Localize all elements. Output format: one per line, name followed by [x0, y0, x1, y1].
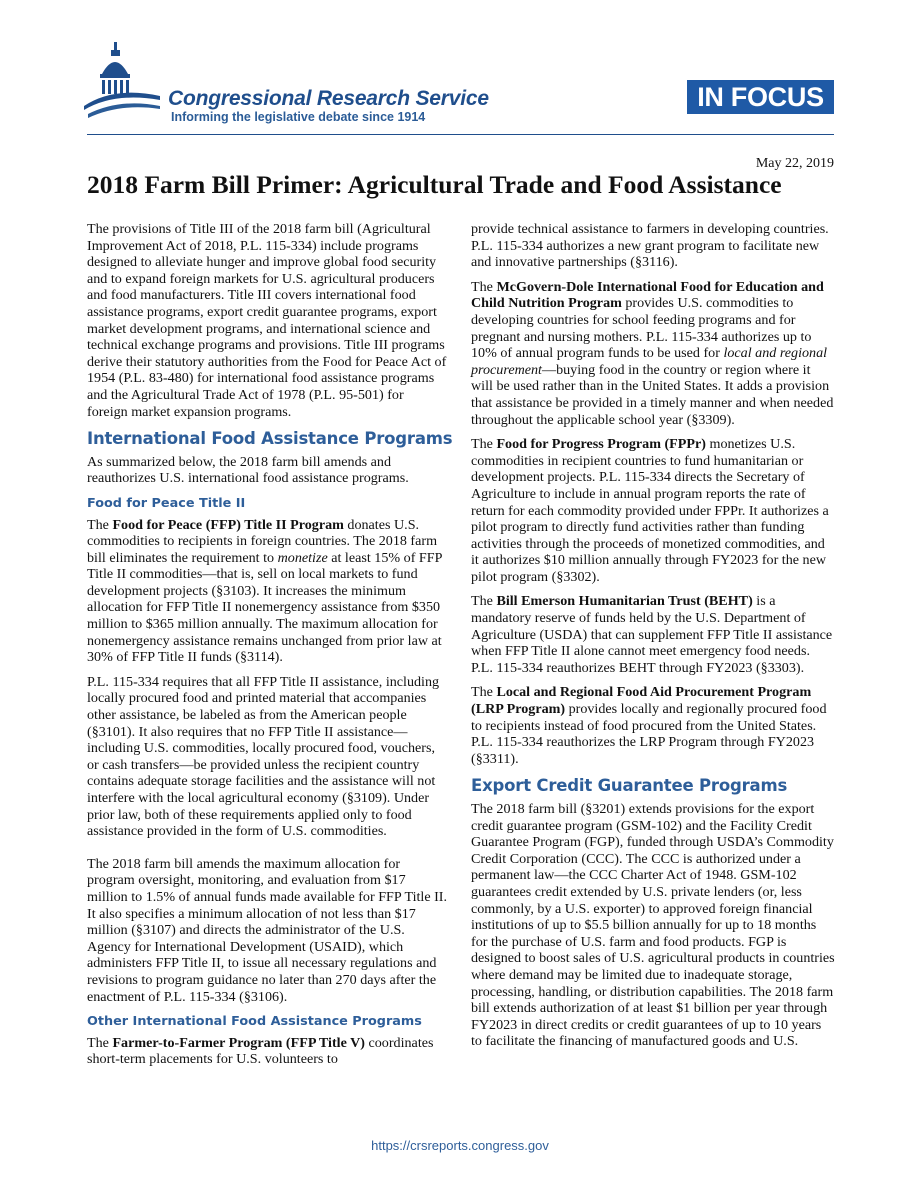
- subheading-food-for-peace: Food for Peace Title II: [87, 495, 246, 511]
- page-title: 2018 Farm Bill Primer: Agricultural Trade and Food Assistance: [87, 170, 782, 199]
- food-for-progress-paragraph: The Food for Progress Program (FPPr) monetizes U.S. commodities in recipient countries to fund humanitarian or development projects. P.L. 115-334 directs the Secretary of Agriculture to include in annual program reports the rate of return for each commodity provided under FPPr. It authorizes a pilot program to directly fund activities rather than funding activities through the proceeds of monetized commodities, and it authorizes $10 million annually through FY2023 for the new pilot program (§3302).: [471, 436, 829, 585]
- ffp-paragraph-2: P.L. 115-334 requires that all FFP Title II assistance, including locally procured food and printed material that accompanies other assistance, be labeled as from the American people (§3101). It also requires that no FFP Title II assistance—including U.S. commodities, locally procured food, vouchers, or cash transfers—be provided unless the recipient country contains adequate storage facilities and the assistance will not interfere with the local agricultural economy (§3109). Under prior law, both of these requirements applied only to food assistance provided in the form of U.S. commodities.: [87, 673, 440, 840]
- subheading-other-programs: Other International Food Assistance Programs: [87, 1014, 422, 1030]
- export-credit-paragraph: The 2018 farm bill (§3201) extends provisions for the export credit guarantee program (GSM-102) and the Facility Credit Guarantee Program (FGP), funded through USDA’s Commodity Credit Corporation (CCC). The CCC is authorized under a permanent law—the CCC Charter Act of 1948. GSM-102 guarantees credit extended by U.S. private lenders (or, less commonly, by a U.S. exporter) to approved foreign financial institutions of up to $5.5 billion annually for up to 18 months for the purchase of U.S. farm and food products. FGP is designed to boost sales of U.S. agricultural products in countries where demand may be limited due to inadequate storage, processing, handling, or distribution capabilities. The 2018 farm bill extends authorization of at least $1 billion per year through FY2023 in direct credits or credit guarantees of up to 10 years to facilitate the financing of manufactured goods and U.S.: [471, 801, 835, 1050]
- org-name: Congressional Research Service: [168, 87, 489, 110]
- section-heading-export-credit: Export Credit Guarantee Programs: [471, 776, 788, 796]
- intro-paragraph: The provisions of Title III of the 2018 farm bill (Agricultural Improvement Act of 2018, P.L. 115-334) include programs designed to alleviate hunger and improve global food security and to expand foreign markets for U.S. agricultural producers and food manufacturers. Title III covers international food assistance programs, export credit guarantee programs, export market development programs, and international science and technical exchange programs and provisions. Title III programs derive their statutory authorities from the Food for Peace Act of 1954 (P.L. 83-480) for international food assistance programs and the Agricultural Trade Act of 1978 (P.L. 95-501) for foreign market expansion programs.: [87, 221, 447, 420]
- beht-paragraph: The Bill Emerson Humanitarian Trust (BEHT) is a mandatory reserve of funds held by the U.S. Department of Agriculture (USDA) that can supplement FFP Title II assistance when FFP Title II alone cannot meet emergency food needs. P.L. 115-334 reauthorizes BEHT through FY2023 (§3303).: [471, 593, 833, 676]
- mcgovern-dole-paragraph: The McGovern-Dole International Food for Education and Child Nutrition Program provides U.S. commodities to developing countries for school feeding programs and for pregnant and nursing mothers. P.L. 115-334 authorizes up to 10% of annual program funds to be used for local and regional procurement—buying food in the country or region where it will be used rather than in the United States. It adds a provision that assistance be provided in a timely manner and when needed throughout the applicable school year (§3309).: [471, 278, 834, 428]
- in-focus-badge: IN FOCUS: [687, 80, 834, 114]
- org-tagline: Informing the legislative debate since 1914: [171, 110, 426, 124]
- footer-url[interactable]: https://crsreports.congress.gov: [371, 1138, 549, 1153]
- farmer-to-farmer-paragraph: The Farmer-to-Farmer Program (FFP Title V) coordinates short-term placements for U.S. volunteers to: [87, 1034, 434, 1068]
- international-intro: As summarized below, the 2018 farm bill amends and reauthorizes U.S. international food assistance programs.: [87, 453, 409, 487]
- farmer-to-farmer-continued: provide technical assistance to farmers in developing countries. P.L. 115-334 authorizes a new grant program to facilitate new and innovative partnerships (§3116).: [471, 221, 829, 271]
- ffp-paragraph-1: The Food for Peace (FFP) Title II Program donates U.S. commodities to recipients in foreign countries. The 2018 farm bill eliminates the requirement to monetize at least 15% of FFP Title II commodities—that is, sell on local markets to fund development projects (§3103). It increases the minimum allocation for FFP Title II nonemergency assistance from $350 million to $365 million annually. The maximum allocation for nonemergency assistance remains unchanged from prior law at 30% of FFP Title II funds (§3114).: [87, 516, 442, 666]
- capitol-dome-icon: [84, 40, 164, 130]
- left-column: [87, 221, 453, 1076]
- right-column: [471, 221, 835, 1058]
- section-heading-international: International Food Assistance Programs: [87, 429, 453, 449]
- lrp-paragraph: The Local and Regional Food Aid Procurement Program (LRP Program) provides locally and regionally procured food to recipients instead of food procured from the United States. P.L. 115-334 reauthorizes the LRP Program through FY2023 (§3311).: [471, 684, 827, 767]
- ffp-paragraph-3: The 2018 farm bill amends the maximum allocation for program oversight, monitoring, and evaluation from $17 million to 1.5% of annual funds made available for FFP Title II. It also specifies a minimum allocation of not less than $17 million (§3107) and directs the administrator of the U.S. Agency for International Development (USAID), which administers FFP Title II, to issue all necessary regulations and revisions to program guidance no later than 270 days after the enactment of P.L. 115-334 (§3106).: [87, 855, 448, 1005]
- header-rule: [87, 134, 834, 135]
- publication-date: May 22, 2019: [755, 156, 834, 171]
